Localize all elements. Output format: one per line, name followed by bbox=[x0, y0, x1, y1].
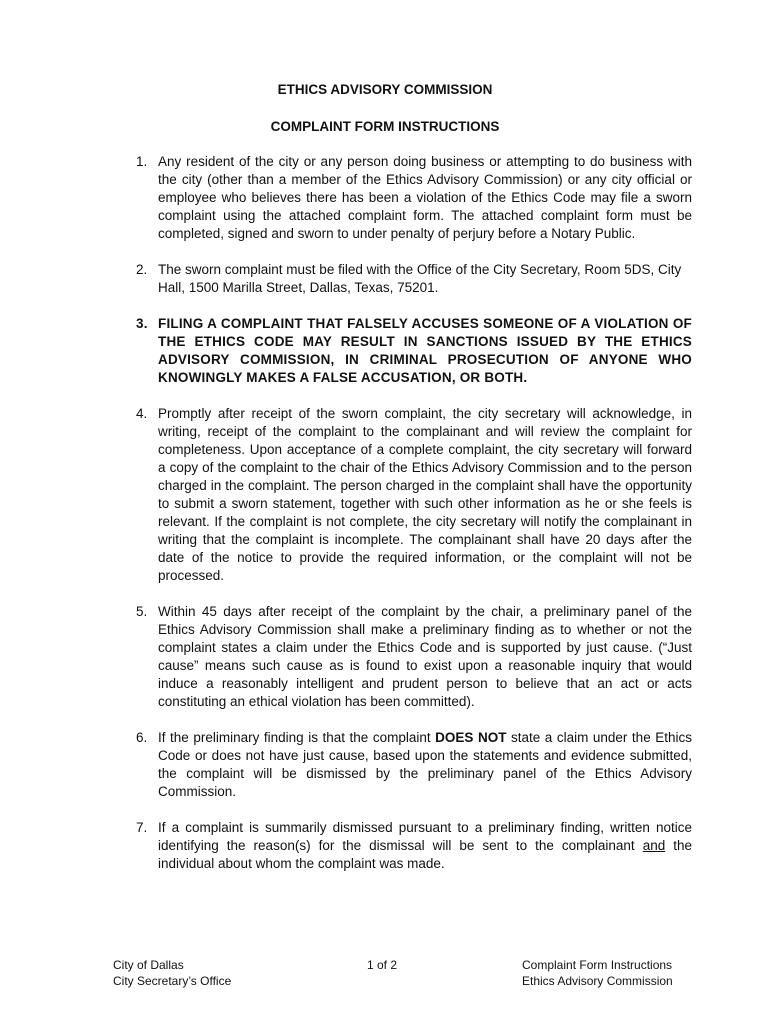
item-number: 5. bbox=[136, 604, 148, 619]
item-text: The sworn complaint must be filed with the Office of the City Secretary, Room 5DS, City Hall, 1500 Marilla Street, Dallas, Texas, 75201. bbox=[158, 262, 682, 295]
list-item bbox=[136, 261, 692, 297]
list-item bbox=[136, 819, 692, 873]
list-item bbox=[136, 603, 692, 711]
list-item bbox=[136, 729, 692, 801]
item-text-part: If the preliminary finding is that the complaint bbox=[158, 730, 436, 745]
list-item-warning bbox=[136, 315, 692, 387]
list-item bbox=[136, 405, 692, 585]
footer-doc-title: Complaint Form Instructions bbox=[522, 958, 673, 972]
item-text-part: the individual about whom the complaint was made. bbox=[158, 838, 692, 871]
footer-office: City Secretary’s Office bbox=[113, 974, 232, 988]
item-number: 1. bbox=[136, 154, 148, 169]
instruction-list bbox=[136, 153, 692, 891]
footer-city: City of Dallas bbox=[113, 958, 184, 972]
item-number: 4. bbox=[136, 406, 148, 421]
document-subtitle: COMPLAINT FORM INSTRUCTIONS bbox=[270, 119, 500, 134]
item-text-part: state a claim under the Ethics Code or does not have just cause, based upon the statements and evidence submitted, the complaint will be dismissed by the preliminary panel of the Ethics Advisory Commission. bbox=[158, 730, 692, 799]
footer-commission: Ethics Advisory Commission bbox=[522, 974, 673, 988]
page-number: 1 of 2 bbox=[367, 958, 398, 972]
item-text: Within 45 days after receipt of the complaint by the chair, a preliminary panel of the Ethics Advisory Commission shall make a preliminary finding as to whether or not the complaint states a claim under the Ethics Code and is supported by just cause. (“Just cause” means such cause as is found to exist upon a reasonable inquiry that would induce a reasonably intelligent and prudent person to believe that an act or acts constituting an ethical violation has been committed). bbox=[158, 604, 692, 709]
item-text-part: If a complaint is summarily dismissed pursuant to a preliminary finding, written notice identifying the reason(s) for the dismissal will be sent to the complainant bbox=[158, 820, 692, 853]
item-text: Promptly after receipt of the sworn complaint, the city secretary will acknowledge, in writing, receipt of the complaint to the complainant and will review the complaint for completeness. Upon acceptance of a complete complaint, the city secretary will forward a copy of the complaint to the chair of the Ethics Advisory Commission and to the person charged in the complaint. The person charged in the complaint shall have the opportunity to submit a sworn statement, together with such other information as he or she feels is relevant. If the complaint is not complete, the city secretary will notify the complainant in writing that the complaint is incomplete. The complainant shall have 20 days after the date of the notice to provide the required information, or the complaint will not be processed. bbox=[158, 406, 692, 583]
item-number: 3. bbox=[136, 316, 148, 331]
item-text-underlined: and bbox=[642, 838, 666, 853]
item-text-emphasis: DOES NOT bbox=[435, 730, 507, 745]
item-text: FILING A COMPLAINT THAT FALSELY ACCUSES SOMEONE OF A VIOLATION OF THE ETHICS CODE MAY RESULT IN SANCTIONS ISSUED BY THE ETHICS ADVISORY COMMISSION, IN CRIMINAL PROSECUTION OF ANYONE WHO KNOWINGLY MAKES A FALSE ACCUSATION, OR BOTH. bbox=[158, 316, 692, 385]
item-text: Any resident of the city or any person doing business or attempting to do business with the city (other than a member of the Ethics Advisory Commission) or any city official or employee who believes there has been a violation of the Ethics Code may file a sworn complaint using the attached complaint form. The attached complaint form must be completed, signed and sworn to under penalty of perjury before a Notary Public. bbox=[158, 154, 692, 241]
item-number: 6. bbox=[136, 730, 148, 745]
list-item bbox=[136, 153, 692, 243]
item-text bbox=[158, 819, 692, 873]
item-text bbox=[158, 729, 692, 801]
item-number: 2. bbox=[136, 262, 148, 277]
item-number: 7. bbox=[136, 820, 148, 835]
footer-right bbox=[522, 957, 673, 989]
document-title: ETHICS ADVISORY COMMISSION bbox=[277, 82, 493, 97]
footer-left bbox=[113, 957, 231, 989]
